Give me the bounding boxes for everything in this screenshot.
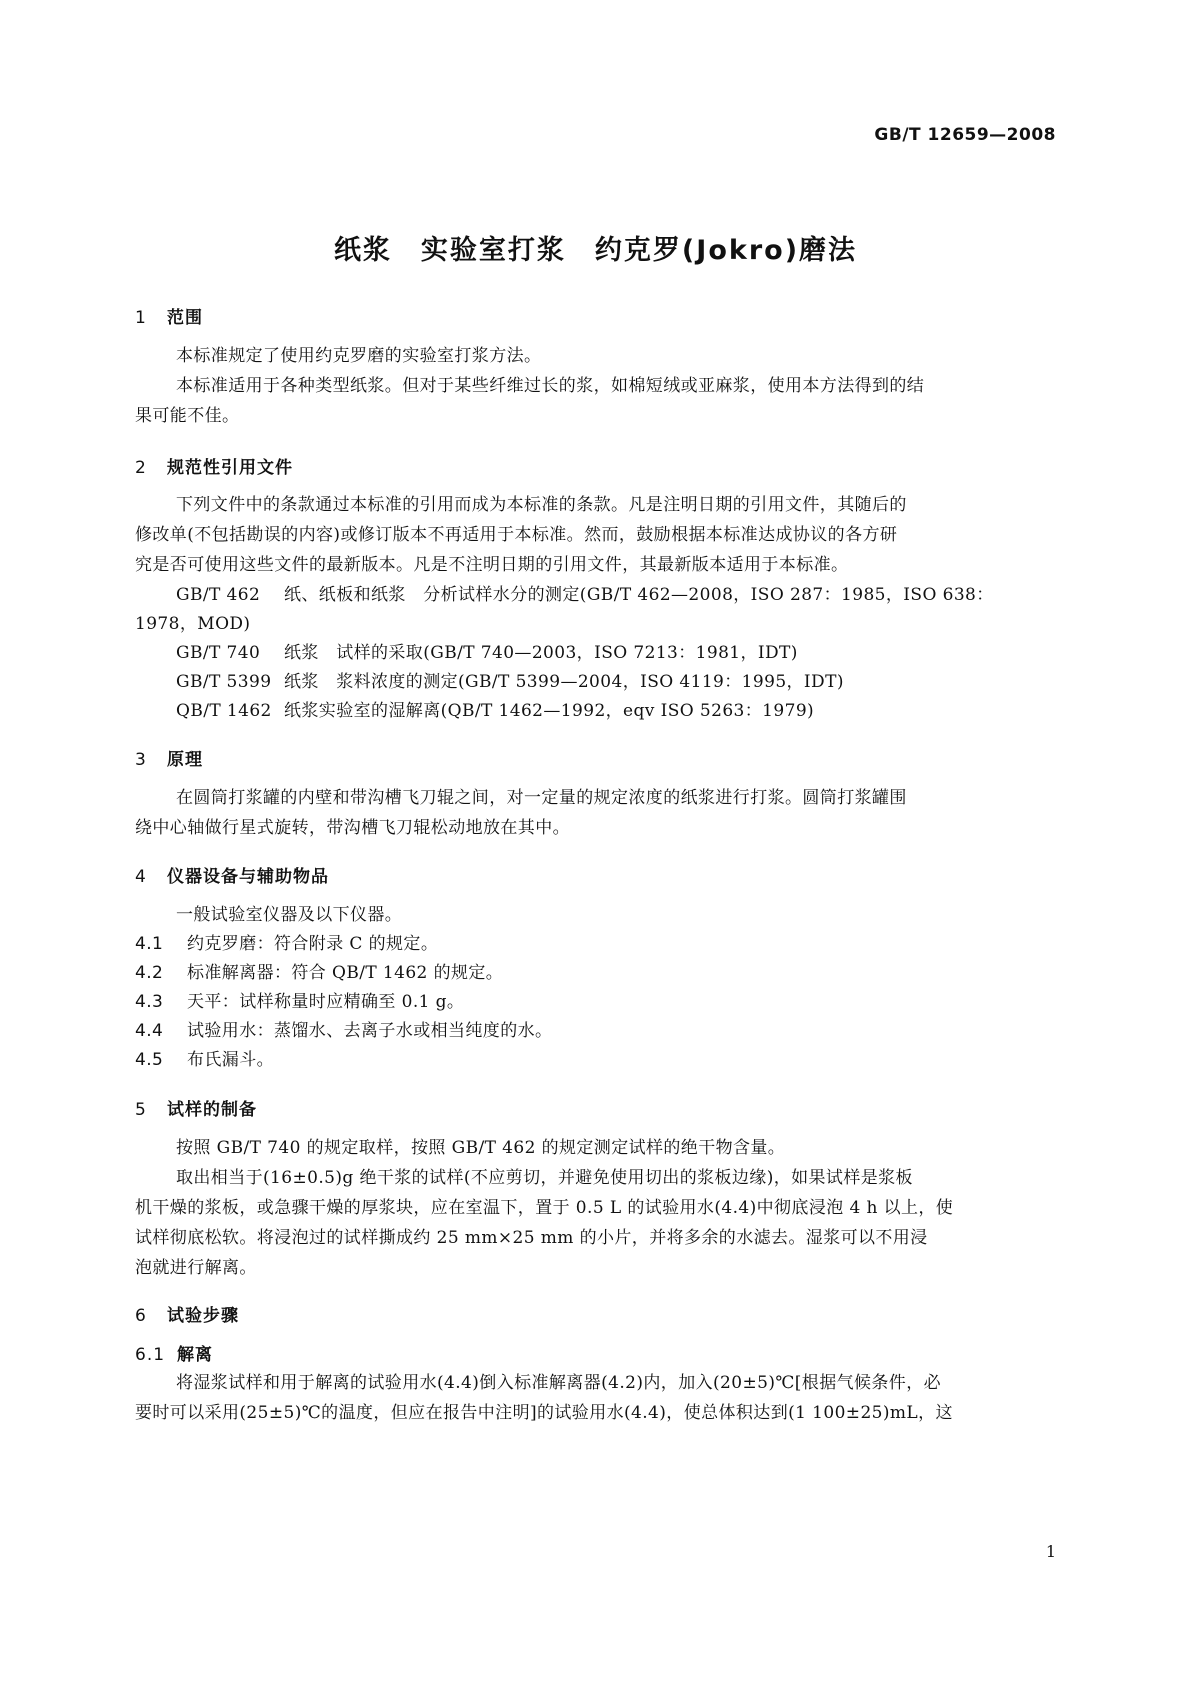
- page-number: 1: [1045, 1542, 1056, 1561]
- paragraph-line: 绕中心轴做行星式旋转，带沟槽飞刀辊松动地放在其中。: [135, 818, 570, 838]
- section-heading-3: 3 原理: [135, 750, 203, 770]
- reference-text: 纸浆 试样的采取(GB/T 740—2003，ISO 7213：1981，IDT): [284, 643, 798, 663]
- reference-item: [176, 638, 1059, 668]
- paragraph-line: 机干燥的浆板，或急骤干燥的厚浆块，应在室温下，置于 0.5 L 的试验用水(4.4)中彻底浸泡 4 h 以上，使: [135, 1198, 954, 1218]
- reference-item: [176, 580, 1059, 610]
- paragraph-line: 泡就进行解离。: [135, 1258, 257, 1278]
- reference-continuation: 1978，MOD): [135, 614, 251, 634]
- paragraph-line: 一般试验室仪器及以下仪器。: [176, 905, 403, 925]
- paragraph-line: 果可能不佳。: [135, 406, 240, 426]
- section-heading-2: 2 规范性引用文件: [135, 458, 293, 478]
- reference-code: GB/T 740: [176, 643, 261, 663]
- equipment-item-4-3: 4.3 天平：试样称量时应精确至 0.1 g。: [135, 992, 465, 1012]
- paragraph-line: 究是否可使用这些文件的最新版本。凡是不注明日期的引用文件，其最新版本适用于本标准。: [135, 555, 849, 575]
- paragraph-line: 取出相当于(16±0.5)g 绝干浆的试样(不应剪切，并避免使用切出的浆板边缘)，如果试样是浆板: [176, 1168, 913, 1188]
- section-heading-6: 6 试验步骤: [135, 1306, 239, 1326]
- reference-text: 纸浆实验室的湿解离(QB/T 1462—1992，eqv ISO 5263：1979): [284, 701, 815, 721]
- reference-code: GB/T 462: [176, 585, 261, 605]
- paragraph-line: 试样彻底松软。将浸泡过的试样撕成约 25 mm×25 mm 的小片，并将多余的水滤去。湿浆可以不用浸: [135, 1228, 928, 1248]
- reference-text: 纸浆 浆料浓度的测定(GB/T 5399—2004，ISO 4119：1995，IDT): [284, 672, 844, 692]
- paragraph-line: 下列文件中的条款通过本标准的引用而成为本标准的条款。凡是注明日期的引用文件，其随后的: [176, 495, 907, 515]
- paragraph-line: 在圆筒打浆罐的内壁和带沟槽飞刀辊之间，对一定量的规定浓度的纸浆进行打浆。圆筒打浆罐围: [176, 788, 907, 808]
- standard-code: GB/T 12659—2008: [874, 125, 1056, 145]
- equipment-item-4-1: 4.1 约克罗磨：符合附录 C 的规定。: [135, 934, 439, 954]
- document-title: 纸浆 实验室打浆 约克罗(Jokro)磨法: [333, 235, 858, 266]
- reference-text: 纸、纸板和纸浆 分析试样水分的测定(GB/T 462—2008，ISO 287：1985，ISO 638：: [284, 585, 994, 605]
- equipment-item-4-2: 4.2 标准解离器：符合 QB/T 1462 的规定。: [135, 963, 504, 983]
- section-heading-1: 1 范围: [135, 308, 203, 328]
- reference-item: [176, 696, 1059, 726]
- reference-item: [176, 667, 1059, 697]
- paragraph-line: 要时可以采用(25±5)℃的温度，但应在报告中注明]的试验用水(4.4)，使总体积达到(1 100±25)mL，这: [135, 1403, 953, 1423]
- paragraph-line: 将湿浆试样和用于解离的试验用水(4.4)倒入标准解离器(4.2)内，加入(20±5)℃[根据气候条件，必: [176, 1373, 942, 1393]
- equipment-item-4-5: 4.5 布氏漏斗。: [135, 1050, 274, 1070]
- section-heading-5: 5 试样的制备: [135, 1100, 257, 1120]
- reference-code: GB/T 5399: [176, 672, 272, 692]
- paragraph-line: 修改单(不包括勘误的内容)或修订版本不再适用于本标准。然而，鼓励根据本标准达成协议的各方研: [135, 525, 898, 545]
- subsection-heading-6-1: 6.1 解离: [135, 1345, 213, 1365]
- paragraph-line: 本标准适用于各种类型纸浆。但对于某些纤维过长的浆，如棉短绒或亚麻浆，使用本方法得到的结: [176, 376, 925, 396]
- paragraph-line: 本标准规定了使用约克罗磨的实验室打浆方法。: [176, 346, 542, 366]
- reference-code: QB/T 1462: [176, 701, 272, 721]
- equipment-item-4-4: 4.4 试验用水：蒸馏水、去离子水或相当纯度的水。: [135, 1021, 553, 1041]
- section-heading-4: 4 仪器设备与辅助物品: [135, 867, 329, 887]
- paragraph-line: 按照 GB/T 740 的规定取样，按照 GB/T 462 的规定测定试样的绝干物含量。: [176, 1138, 786, 1158]
